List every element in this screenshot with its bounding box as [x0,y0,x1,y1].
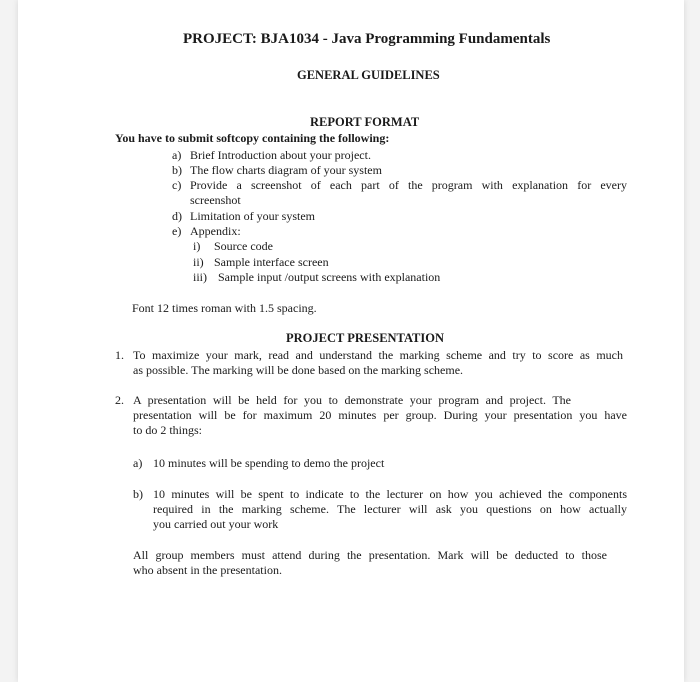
sub-list-item: Sample input /output screens with explanation [218,270,441,284]
closing-line: who absent in the presentation. [133,563,282,577]
font-note: Font 12 times roman with 1.5 spacing. [132,301,317,315]
project-presentation-heading: PROJECT PRESENTATION [286,331,445,345]
report-intro: You have to submit softcopy containing the following: [115,131,390,145]
list-marker: 1. [115,348,124,362]
list-marker: a) [172,148,182,162]
list-item: Appendix: [190,224,241,238]
list-item: Brief Introduction about your project. [190,148,371,162]
general-guidelines-heading: GENERAL GUIDELINES [297,68,440,82]
paragraph-line: required in the marking scheme. The lecturer will ask you questions on how actually [153,502,627,516]
list-item: Provide a screenshot of each part of the program with explanation for every [190,178,627,192]
sub-list-marker: iii) [193,270,207,284]
sub-list-marker: ii) [193,255,204,269]
paragraph-line: you carried out your work [153,517,279,531]
sub-list-item: Source code [214,239,273,253]
closing-line: All group members must attend during the presentation. Mark will be deducted to those [133,548,607,562]
paragraph-line: as possible. The marking will be done based on the marking scheme. [133,363,464,377]
list-marker: e) [172,224,182,238]
list-item: 10 minutes will be spending to demo the project [153,456,385,470]
list-marker: b) [172,163,182,177]
list-marker: a) [133,456,143,470]
paragraph-line: To maximize your mark, read and understand the marking scheme and try to score as much [133,348,623,362]
paragraph-line: A presentation will be held for you to demonstrate your program and project. The [133,393,571,407]
list-item: The flow charts diagram of your system [190,163,382,177]
list-marker: c) [172,178,182,192]
list-item: Limitation of your system [190,209,315,223]
sub-list-marker: i) [193,239,201,253]
list-marker: d) [172,209,182,223]
list-item-continuation: screenshot [190,193,241,207]
report-format-heading: REPORT FORMAT [310,115,420,129]
paragraph-line: presentation will be for maximum 20 minutes per group. During your presentation you have [133,408,627,422]
paragraph-line: to do 2 things: [133,423,203,437]
document-title: PROJECT: BJA1034 - Java Programming Fundamentals [183,31,551,47]
list-marker: b) [133,487,143,501]
paragraph-line: 10 minutes will be spent to indicate to the lecturer on how you achieved the components [153,487,627,501]
sub-list-item: Sample interface screen [214,255,329,269]
list-marker: 2. [115,393,124,407]
